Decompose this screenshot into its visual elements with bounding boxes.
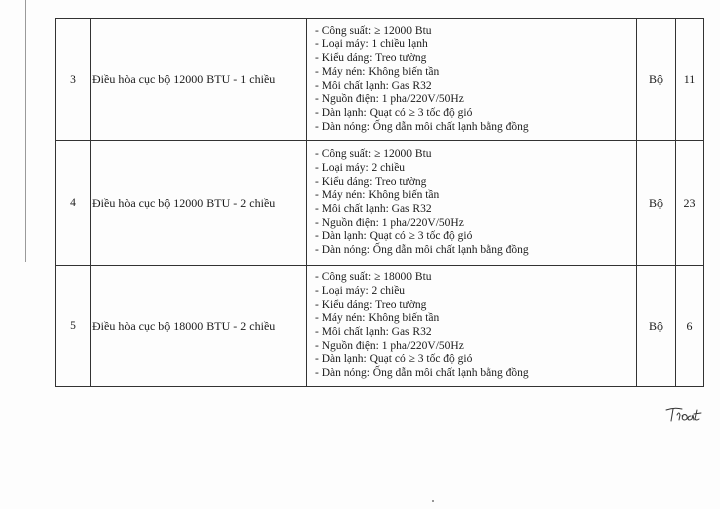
- row-number: 5: [56, 266, 91, 387]
- spec-line: - Nguồn điện: 1 pha/220V/50Hz: [315, 93, 464, 106]
- spec-line: - Máy nén: Không biến tần: [315, 65, 440, 78]
- unit-cell: Bộ: [637, 141, 676, 266]
- spec-line: - Dàn lạnh: Quạt có ≥ 3 tốc độ gió: [315, 230, 473, 243]
- spec-line: - Loại máy: 2 chiều: [315, 284, 406, 297]
- row-number: 4: [56, 141, 91, 266]
- spec-line: - Dàn nóng: Ống dẫn môi chất lạnh bằng đồng: [315, 367, 529, 380]
- spec-cell: [307, 141, 637, 266]
- spec-line: - Loại máy: 2 chiều: [315, 161, 406, 174]
- row-number: 3: [56, 19, 91, 141]
- spec-line: - Môi chất lạnh: Gas R32: [315, 203, 432, 215]
- quantity-cell: 6: [676, 266, 704, 387]
- spec-line: - Nguồn điện: 1 pha/220V/50Hz: [315, 339, 464, 352]
- spec-line: - Dàn nóng: Ống dẫn môi chất lạnh bằng đồng: [315, 244, 529, 257]
- spec-line: - Dàn lạnh: Quạt có ≥ 3 tốc độ gió: [315, 353, 473, 366]
- unit-cell: Bộ: [637, 266, 676, 387]
- spec-list: [315, 148, 636, 258]
- quantity-cell: 11: [676, 19, 704, 141]
- page-margin-line: [25, 0, 26, 262]
- spec-line: - Nguồn điện: 1 pha/220V/50Hz: [315, 216, 464, 229]
- item-name: Điều hòa cục bộ 18000 BTU - 2 chiều: [91, 266, 307, 387]
- equipment-spec-table: [55, 18, 704, 387]
- spec-line: - Công suất: ≥ 12000 Btu: [315, 148, 432, 161]
- table-row: [56, 141, 704, 266]
- spec-list: [315, 271, 636, 381]
- spec-cell: [307, 266, 637, 387]
- item-name: Điều hòa cục bộ 12000 BTU - 1 chiều: [91, 19, 307, 141]
- spec-line: - Máy nén: Không biến tần: [315, 312, 440, 325]
- spec-line: - Kiểu dáng: Treo tường: [315, 52, 427, 65]
- quantity-cell: 23: [676, 141, 704, 266]
- item-name: Điều hòa cục bộ 12000 BTU - 2 chiều: [91, 141, 307, 266]
- table-row: [56, 266, 704, 387]
- handwritten-signature: [664, 404, 708, 426]
- spec-line: - Loại máy: 1 chiều lạnh: [315, 38, 428, 51]
- spec-line: - Môi chất lạnh: Gas R32: [315, 326, 432, 338]
- table-row: [56, 19, 704, 141]
- scan-speck: [432, 500, 434, 502]
- spec-line: - Môi chất lạnh: Gas R32: [315, 79, 432, 92]
- spec-line: - Kiểu dáng: Treo tường: [315, 298, 427, 311]
- unit-cell: Bộ: [637, 19, 676, 141]
- spec-line: - Máy nén: Không biến tần: [315, 189, 440, 202]
- spec-line: - Dàn nóng: Ống dẫn môi chất lạnh bằng đồng: [315, 120, 529, 133]
- spec-line: - Công suất: ≥ 12000 Btu: [315, 24, 432, 37]
- spec-line: - Công suất: ≥ 18000 Btu: [315, 271, 432, 284]
- spec-line: - Dàn lạnh: Quạt có ≥ 3 tốc độ gió: [315, 106, 473, 119]
- spec-cell: [307, 19, 637, 141]
- spec-list: [315, 25, 636, 135]
- spec-line: - Kiểu dáng: Treo tường: [315, 175, 427, 188]
